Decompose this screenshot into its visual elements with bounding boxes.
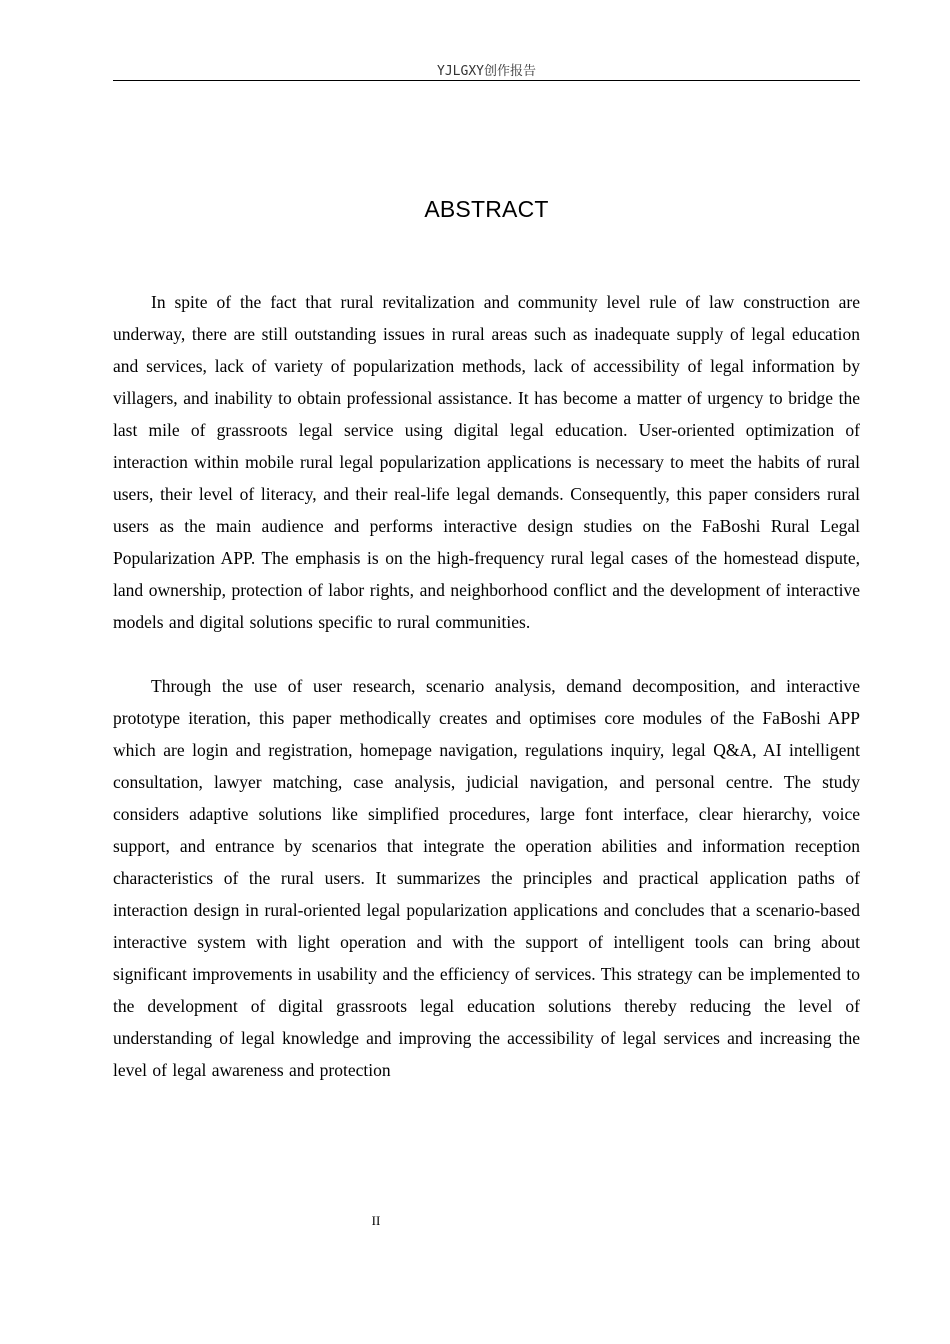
abstract-title: ABSTRACT (424, 196, 549, 222)
page-number: II (371, 1213, 381, 1228)
running-header: YJLGXY创作报告 (437, 64, 536, 79)
abstract-paragraph-2: Through the use of user research, scenario analysis, demand decomposition, and interactive prototype iteration, this paper methodically creates and optimises core modules of the FaBoshi APP which are login and registration, homepage navigation, regulations inquiry, legal Q&A, AI intelligent consultation, lawyer matching, case analysis, judicial navigation, and personal centre. The study considers adaptive solutions like simplified procedures, large font interface, clear hierarchy, voice support, and entrance by scenarios that integrate the operation abilities and information reception characteristics of the rural users. It summarizes the principles and practical application paths of interaction design in rural-oriented legal popularization applications and concludes that a scenario-based interactive system with light operation and with the support of intelligent tools can bring about significant improvements in usability and the efficiency of services. This strategy can be implemented to the development of digital grassroots legal education solutions thereby reducing the level of understanding of legal knowledge and improving the accessibility of legal services and increasing the level of legal awareness and protection (113, 676, 860, 1080)
abstract-paragraph-1: In spite of the fact that rural revitalization and community level rule of law construction are underway, there are still outstanding issues in rural areas such as inadequate supply of legal education and services, lack of variety of popularization methods, lack of accessibility of legal information by villagers, and inability to obtain professional assistance. It has become a matter of urgency to bridge the last mile of grassroots legal service using digital legal education. User-oriented optimization of interaction within mobile rural legal popularization applications is necessary to meet the habits of rural users, their level of literacy, and their real-life legal demands. Consequently, this paper considers rural users as the main audience and performs interactive design studies on the FaBoshi Rural Legal Popularization APP. The emphasis is on the high-frequency rural legal cases of the homestead dispute, land ownership, protection of labor rights, and neighborhood conflict and the development of interactive models and digital solutions specific to rural communities. (113, 292, 860, 632)
header-rule (113, 80, 860, 81)
abstract-body (113, 286, 860, 1086)
